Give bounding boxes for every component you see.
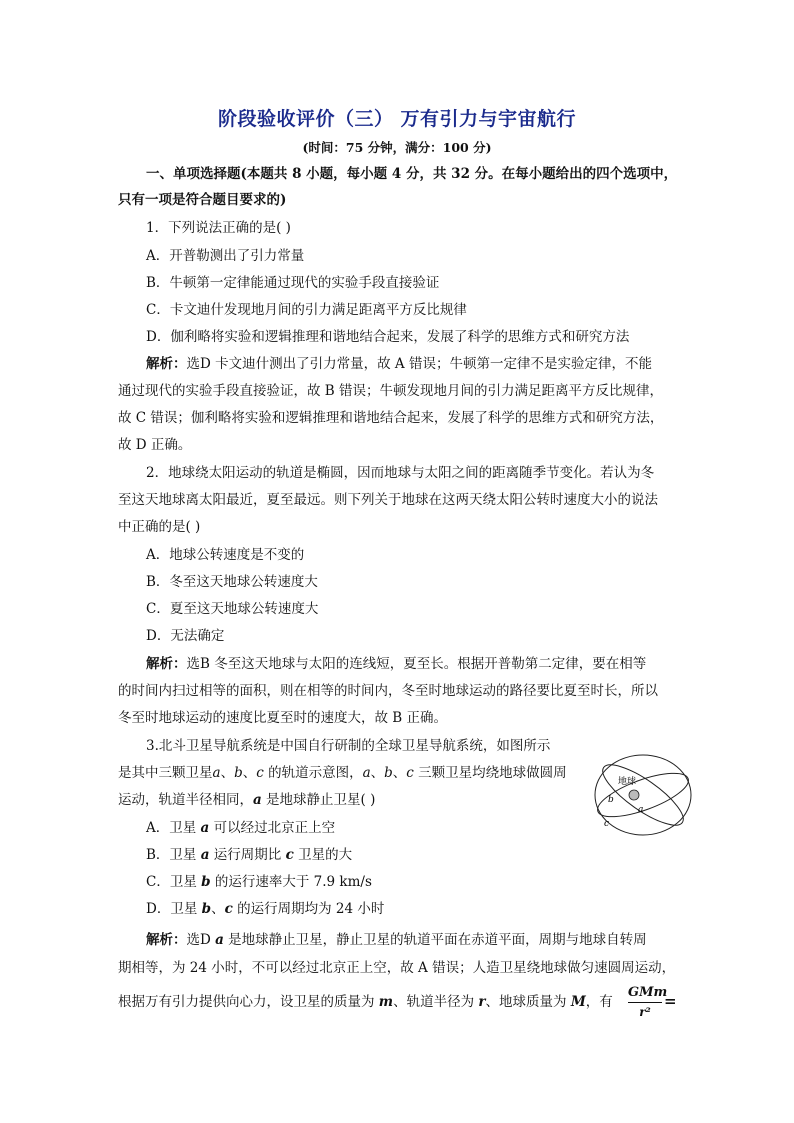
var: a — [200, 847, 210, 863]
text: 、地球质量为 — [485, 994, 571, 1010]
text: 、 — [370, 765, 385, 781]
var-b: b — [384, 765, 393, 781]
var-a: a — [212, 765, 221, 781]
text: 、 — [211, 901, 225, 917]
var-c: c — [406, 765, 414, 781]
var-a: a — [362, 765, 371, 781]
q1-option-d: D．伽利略将实验和逻辑推理和谐地结合起来，发展了科学的思维方式和研究方法 — [146, 329, 630, 345]
var: c — [285, 847, 294, 863]
q1-analysis-line — [146, 354, 652, 374]
q1-stem: 1．下列说法正确的是( ) — [146, 220, 291, 236]
var-c: c — [256, 765, 264, 781]
fraction-bar — [628, 1002, 662, 1003]
q1-option-b: B．牛顿第一定律能通过现代的实验手段直接验证 — [146, 275, 440, 291]
text: 的运行速率大于 7.9 km/s — [210, 874, 372, 890]
label-c: c — [604, 819, 610, 829]
q1-analysis-line: 故 D 正确。 — [118, 437, 192, 453]
fraction-denominator: r² — [639, 1005, 651, 1019]
text: 选D — [186, 932, 216, 948]
q3-option-d — [146, 899, 384, 919]
text: 、 — [242, 765, 257, 781]
var: a — [200, 820, 210, 836]
q2-stem: 2．地球绕太阳运动的轨道是椭圆，因而地球与太阳之间的距离随季节变化。若认为冬 — [146, 465, 655, 481]
page-title: 阶段验收评价（三） 万有引力与宇宙航行 — [217, 108, 577, 130]
q3-option-c — [146, 872, 372, 892]
var-a: a — [253, 792, 262, 808]
text: 运动，轨道半径相同， — [118, 792, 253, 808]
text: 的运行周期均为 24 小时 — [232, 901, 385, 917]
q3-analysis-line — [118, 992, 613, 1012]
analysis-label: 解析： — [146, 656, 187, 672]
text: 根据万有引力提供向心力，设卫星的质量为 — [118, 994, 379, 1010]
q3-stem — [118, 763, 567, 783]
q3-analysis-line — [146, 930, 647, 950]
q2-option-d: D．无法确定 — [146, 628, 225, 644]
q2-stem: 中正确的是( ) — [118, 519, 201, 535]
analysis-text: 选D 卡文迪什测出了引力常量，故 A 错误；牛顿第一定律不是实验定律，不能 — [186, 356, 652, 372]
analysis-label: 解析： — [146, 932, 187, 948]
text: 是其中三颗卫星 — [118, 765, 213, 781]
text: 运行周期比 — [209, 847, 286, 863]
var-a: a — [215, 932, 224, 948]
text: 是地球静止卫星，静止卫星的轨道平面在赤道平面，周期与地球自转周 — [223, 932, 647, 948]
q1-option-a: A．开普勒测出了引力常量 — [146, 248, 305, 264]
label-b: b — [608, 795, 614, 805]
q1-option-c: C．卡文迪什发现地月间的引力满足距离平方反比规律 — [146, 302, 467, 318]
text: 三颗卫星均绕地球做圆周 — [413, 765, 567, 781]
text: 、 — [220, 765, 235, 781]
label-a: a — [638, 805, 644, 815]
text: C．卫星 — [146, 874, 202, 890]
text: 是地球静止卫星( ) — [261, 792, 376, 808]
text: 、 — [392, 765, 407, 781]
gravity-fraction — [628, 985, 668, 1020]
var-M: M — [570, 994, 586, 1010]
satellite-orbit-diagram — [578, 752, 708, 838]
equals-sign: = — [664, 992, 677, 1010]
analysis-label: 解析： — [146, 356, 187, 372]
text: 可以经过北京正上空 — [209, 820, 336, 836]
var-m: m — [378, 994, 394, 1010]
earth-label: 地球 — [618, 777, 637, 787]
text: A．卫星 — [146, 820, 201, 836]
text: 的轨道示意图， — [263, 765, 363, 781]
q3-stem — [118, 790, 375, 810]
earth-icon — [629, 790, 639, 800]
exam-info: (时间：75 分钟，满分：100 分) — [302, 140, 492, 155]
text: B．卫星 — [146, 847, 201, 863]
q3-analysis-line: 期相等，为 24 小时，不可以经过北京正上空，故 A 错误；人造卫星绕地球做匀速圆周运动， — [118, 960, 676, 976]
q2-analysis-line: 冬至时地球运动的速度比夏至时的速度大，故 B 正确。 — [118, 710, 448, 726]
q2-stem: 至这天地球离太阳最近，夏至最远。则下列关于地球在这两天绕太阳公转时速度大小的说法 — [118, 492, 658, 508]
text: ，有 — [585, 994, 613, 1010]
var: c — [224, 901, 233, 917]
var: b — [201, 901, 212, 917]
var-r: r — [478, 994, 486, 1010]
section-heading: 一、单项选择题(本题共 8 小题，每小题 4 分，共 32 分。在每小题给出的四个选项中， — [146, 166, 678, 182]
section-heading-cont: 只有一项是符合题目要求的) — [118, 192, 287, 208]
q2-analysis-line: 的时间内扫过相等的面积，则在相等的时间内，冬至时地球运动的路径要比夏至时长，所以 — [118, 683, 658, 699]
q1-analysis-line: 通过现代的实验手段直接验证，故 B 错误；牛顿发现地月间的引力满足距离平方反比规律， — [118, 383, 664, 399]
q1-analysis-line: 故 C 错误；伽利略将实验和逻辑推理和谐地结合起来，发展了科学的思维方式和研究方法， — [118, 410, 664, 426]
q2-analysis-line — [146, 654, 646, 674]
analysis-text: 选B 冬至这天地球与太阳的连线短，夏至长。根据开普勒第二定律，要在相等 — [186, 656, 647, 672]
text: D．卫星 — [146, 901, 202, 917]
q3-option-a — [146, 818, 335, 838]
fraction-numerator: GMm — [628, 985, 668, 1000]
q2-option-b: B．冬至这天地球公转速度大 — [146, 574, 318, 590]
q3-stem: 3.北斗卫星导航系统是中国自行研制的全球卫星导航系统，如图所示 — [146, 738, 551, 754]
text: 、轨道半径为 — [393, 994, 479, 1010]
q2-option-a: A．地球公转速度是不变的 — [146, 547, 305, 563]
q2-option-c: C．夏至这天地球公转速度大 — [146, 601, 319, 617]
var-b: b — [234, 765, 243, 781]
text: 卫星的大 — [293, 847, 353, 863]
var: b — [201, 874, 211, 890]
q3-option-b — [146, 845, 352, 865]
